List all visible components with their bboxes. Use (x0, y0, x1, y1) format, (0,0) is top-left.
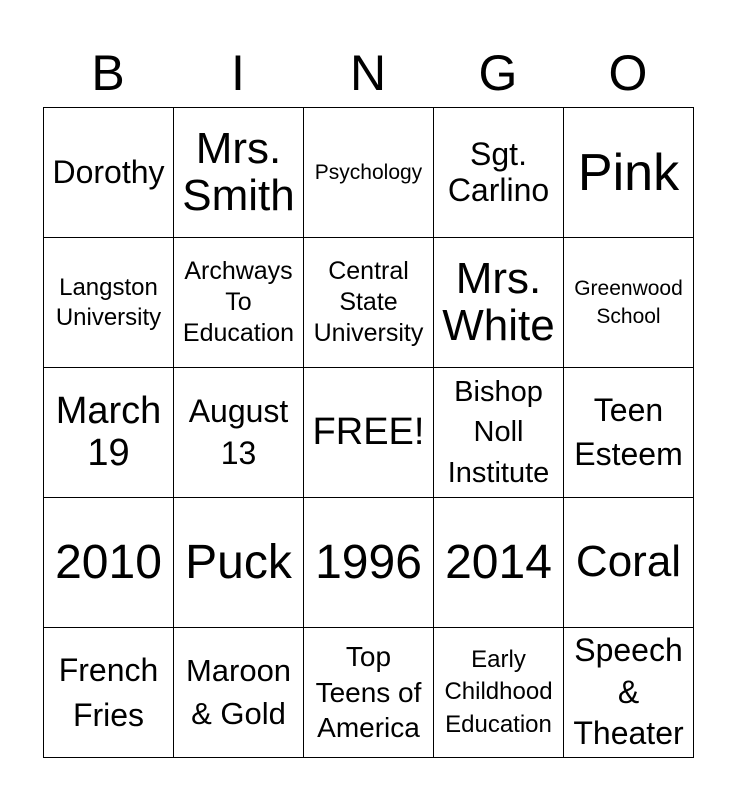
cell-text: Teen Esteem (574, 392, 683, 472)
bingo-cell[interactable] (434, 498, 564, 628)
bingo-cell[interactable] (564, 628, 694, 758)
cell-text: Top Teens of America (315, 640, 422, 744)
cell-text: Greenwood School (574, 277, 683, 328)
bingo-cell[interactable] (44, 108, 174, 238)
bingo-card (43, 107, 694, 758)
bingo-cell[interactable] (44, 368, 174, 498)
bingo-cell[interactable] (174, 628, 304, 758)
header-letter-i: I (231, 45, 245, 101)
bingo-cell[interactable] (174, 108, 304, 238)
bingo-cell[interactable] (564, 498, 694, 628)
cell-text: Central State University (313, 256, 424, 348)
cell-text: Archways To Education (182, 256, 295, 348)
cell-text: Early Childhood Education (444, 645, 553, 738)
cell-text: Mrs. White (442, 254, 555, 350)
cell-text: Speech & Theater (573, 632, 684, 752)
header-letter-o: O (608, 45, 648, 101)
bingo-cell[interactable] (304, 108, 434, 238)
bingo-cell[interactable] (44, 238, 174, 368)
cell-text: Maroon & Gold (185, 652, 292, 731)
cell-text: 2010 (55, 535, 162, 589)
cell-text: Sgt. Carlino (447, 136, 550, 208)
cell-text: Psychology (314, 160, 423, 184)
bingo-cell[interactable] (304, 368, 434, 498)
bingo-cell[interactable] (174, 368, 304, 498)
cell-text: French Fries (58, 651, 159, 733)
cell-text: August 13 (188, 392, 289, 471)
cell-text: Langston University (55, 273, 162, 331)
cell-text: FREE! (312, 410, 425, 453)
bingo-cell[interactable] (304, 498, 434, 628)
cell-text: Pink (577, 143, 680, 202)
bingo-cell[interactable] (564, 368, 694, 498)
cell-text: Mrs. Smith (182, 124, 295, 220)
bingo-cell[interactable] (304, 628, 434, 758)
cell-text: Puck (185, 535, 292, 589)
cell-text: March 19 (55, 389, 162, 474)
bingo-cell[interactable] (174, 498, 304, 628)
bingo-cell[interactable] (44, 498, 174, 628)
header-letter-g: G (478, 45, 518, 101)
header-letter-n: N (349, 45, 387, 101)
bingo-cell[interactable] (564, 108, 694, 238)
header-letter-b: B (91, 45, 125, 101)
cell-text: Dorothy (52, 153, 165, 190)
cell-text: 2014 (445, 535, 552, 589)
bingo-cell[interactable] (304, 238, 434, 368)
cell-text: Coral (575, 537, 682, 587)
cell-text: 1996 (315, 535, 422, 589)
bingo-cell[interactable] (564, 238, 694, 368)
bingo-cell[interactable] (434, 238, 564, 368)
bingo-cell[interactable] (44, 628, 174, 758)
bingo-cell[interactable] (434, 368, 564, 498)
bingo-cell[interactable] (434, 108, 564, 238)
bingo-cell[interactable] (174, 238, 304, 368)
bingo-header (43, 38, 693, 108)
bingo-cell[interactable] (434, 628, 564, 758)
cell-text: Bishop Noll Institute (447, 375, 550, 489)
